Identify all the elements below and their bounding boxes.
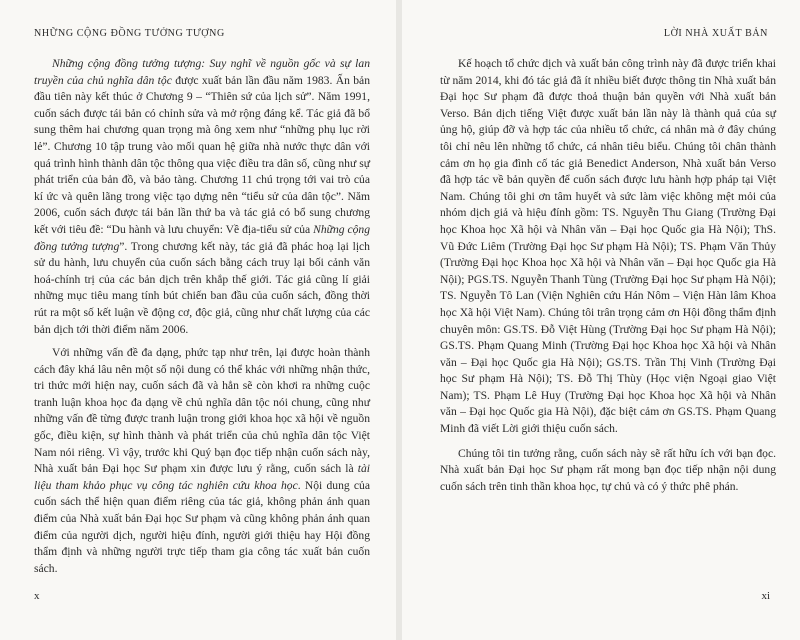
running-head-left: NHỮNG CỘNG ĐỒNG TƯỞNG TƯỢNG	[34, 28, 225, 39]
text-run: ”. Trong chương kết này, tác giả đã phác hoạ lại lịch sử du hành, lưu chuyển của cuốn sách bằng cách truy lại bối cảnh văn hoá-chính trị của các bản dịch trên khắp thế giới. Tác giả cũng lí giải những mục tiêu mang tính bút chiến ban đầu của cuốn sách, đồng thời rút ra một số kết luận về động cơ, độc giả, cũng như chất lượng của các bản dịch tới thời điểm năm 2006.	[34, 239, 370, 336]
page-number-right: xi	[761, 590, 770, 602]
text-run: Những cộng đồng tưởng tượng	[34, 222, 370, 253]
left-page	[0, 0, 396, 640]
page-number-left: x	[34, 590, 40, 602]
text-run: Kế hoạch tổ chức dịch và xuất bản công trình này đã được triển khai từ năm 2014, khi đó tác giả đã ít nhiều biết được thông tin Nhà xuất bản Đại học Sư phạm đã được thoả thuận bản quyền với Nhà xuất bản Verso. Bản dịch tiếng Việt được xuất bản lần này là thành quả của sự ủng hộ, giúp đỡ và hợp tác của nhiều tổ chức, cá nhân mà ở đây chúng tôi chỉ nêu lên những tổ chức, cá nhân tiêu biểu. Chúng tôi chân thành cảm ơn họ gia đình cố tác giả Benedict Anderson, Nhà xuất bản Verso đã hợp tác về bản quyền để cuốn sách được lưu hành hợp pháp tại Việt Nam. Chúng tôi ghi ơn tâm huyết và sức làm việc không mệt mỏi của nhóm dịch giả và hiệu đính gồm: TS. Nguyễn Thu Giang (Trường Đại học Khoa học Xã hội và Nhân văn – Đại học Quốc gia Hà Nội); ThS. Vũ Đức Liêm (Trường Đại học Sư phạm Hà Nội); TS. Phạm Văn Thủy (Trường Đại học Khoa học Xã hội và Nhân văn – Đại học Quốc gia Hà Nội); PGS.TS. Nguyễn Thanh Tùng (Trường Đại học Sư phạm Hà Nội); TS. Nguyễn Tô Lan (Viện Nghiên cứu Hán Nôm – Viện Hàn lâm Khoa học Xã hội Việt Nam). Chúng tôi trân trọng cảm ơn Hội đồng thẩm định chuyên môn: GS.TS. Đỗ Việt Hùng (Trường Đại học Sư phạm Hà Nội); GS.TS. Phạm Quang Minh (Trường Đại học Khoa học Xã hội và Nhân văn – Đại học Quốc gia Hà Nội); GS.TS. Trần Thị Vinh (Trường Đại học Sư phạm Hà Nội); TS. Đỗ Thị Thùy (Học viện Ngoại giao Việt Nam); TS. Phạm Lê Huy (Trường Đại học Khoa học Xã hội và Nhân văn – Đại học Quốc gia Hà Nội), đặc biệt cảm ơn GS.TS. Phạm Quang Minh đã viết Lời giới thiệu cuốn sách.	[440, 57, 776, 436]
paragraph	[440, 446, 776, 496]
paragraph	[34, 56, 370, 338]
text-run: tài liệu tham khảo phục vụ công tác nghiên cứu khoa học	[34, 462, 370, 492]
paragraph	[440, 56, 776, 438]
text-run: . Nội dung của cuốn sách thể hiện quan điểm riêng của tác giả, không phản ánh quan điểm của Nhà xuất bản Đại học Sư phạm và cũng không phản ánh quan điểm của người dịch, người hiệu đính, người giới thiệu hay Hội đồng thẩm định và những người trực tiếp tham gia công tác xuất bản cuốn sách.	[34, 478, 371, 575]
text-run: được xuất bản lần đầu năm 1983. Ấn bản đầu tiên này kết thúc ở Chương 9 – “Thiên sứ của lịch sử”. Năm 1991, cuốn sách được tái bản có chỉnh sửa và mở rộng đáng kể. Tác giả đã bổ sung thêm hai chương quan trọng mà ông xem như “những phụ lục rời lẻ”. Chương 10 tập trung vào mối quan hệ giữa nhà nước thực dân với quá trình hình thành dân tộc thông qua việc điều tra dân số, cũng như sự phát triển của bản đồ, và bảo tàng. Chương 11 chú trọng tới vai trò của kí ức và quên lãng trong việc tạo dựng nên “tiểu sử của dân tộc”. Năm 2006, cuốn sách được tái bản lần thứ ba và tác giả có bổ sung chương kết với tiêu đề: “Du hành và lưu chuyển: Về địa-tiểu sử của	[34, 73, 370, 236]
left-page-text	[34, 56, 370, 585]
paragraph	[34, 345, 370, 577]
text-run: Chúng tôi tin tưởng rằng, cuốn sách này sẽ rất hữu ích với bạn đọc. Nhà xuất bản Đại học Sư phạm rất mong bạn đọc tiếp nhận nội dung cuốn sách trên tinh thần khoa học, tự chủ và có ý thức phê phán.	[440, 446, 776, 493]
right-page-text	[440, 56, 776, 503]
running-head-right: LỜI NHÀ XUẤT BẢN	[663, 28, 768, 39]
right-page	[402, 0, 800, 640]
text-run: Những cộng đồng tưởng tượng: Suy nghĩ về nguồn gốc và sự lan truyền của chủ nghĩa dân tộc	[34, 57, 370, 87]
text-run: Với những vấn đề đa dạng, phức tạp như trên, lại được hoàn thành cách đây khá lâu nên một số nội dung có thể khác với những nhận thức, tri thức mới hiện nay, cuốn sách đã và hẳn sẽ còn khơi ra những cuộc tranh luận khoa học đa dạng về chủ nghĩa dân tộc nói chung, cũng như những vấn đề từng được tranh luận trong giới khoa học xã hội về nguồn gốc, điều kiện, sự hình thành và phát triển của chủ nghĩa dân tộc Việt Nam nói riêng. Vì vậy, trước khi Quý bạn đọc tiếp nhận cuốn sách này, Nhà xuất bản Đại học Sư phạm xin được lưu ý rằng, cuốn sách là	[34, 346, 370, 476]
